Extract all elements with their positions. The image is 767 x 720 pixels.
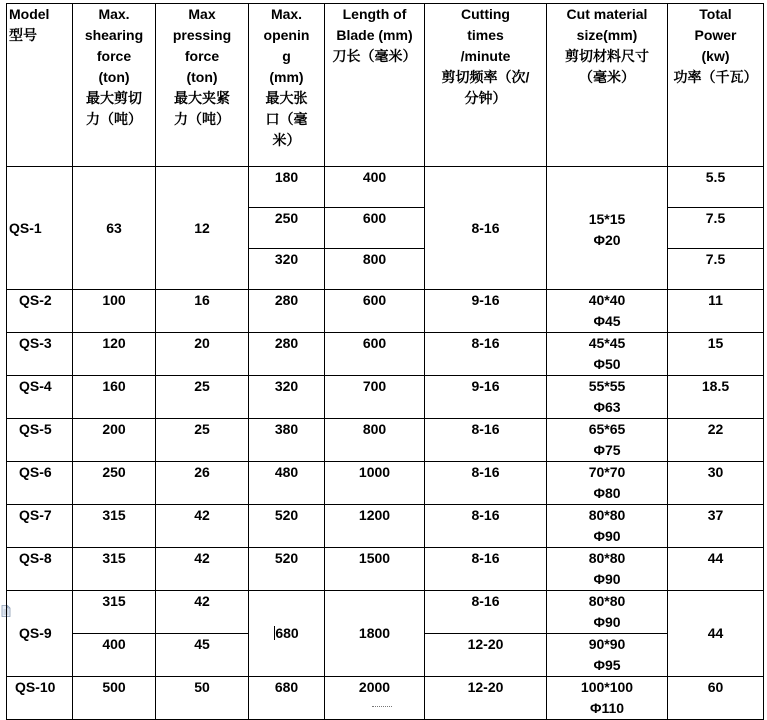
blade-length-cell: 1800 <box>325 591 425 677</box>
header-shearing-force <box>73 4 156 167</box>
size-square: 80*80 <box>588 507 626 523</box>
pressing-force-cell: 16 <box>156 290 249 333</box>
power-cell: 44 <box>668 591 764 677</box>
header-line: 功率（千瓦） <box>673 69 758 85</box>
opening-cell: 380 <box>249 419 325 462</box>
header-line: 剪切频率（次/ <box>441 69 530 85</box>
opening-cell: 250 <box>249 208 325 249</box>
size-round: Φ90 <box>593 571 621 587</box>
blade-length-cell: 1500 <box>325 548 425 591</box>
opening-cell: 680 <box>249 677 325 720</box>
header-line: 分钟） <box>464 90 507 106</box>
size-square: 90*90 <box>588 636 626 652</box>
cutting-times-cell: 8-16 <box>425 591 547 634</box>
header-line: Max. <box>270 6 303 22</box>
header-line: Max. <box>98 6 130 22</box>
header-line: 米） <box>272 132 301 148</box>
cut-size-cell <box>547 677 668 720</box>
header-line: Cutting <box>461 6 510 22</box>
power-cell: 44 <box>668 548 764 591</box>
header-line: 剪切材料尺寸 <box>565 48 649 64</box>
cut-size-cell <box>547 548 668 591</box>
blade-length-cell: 1200 <box>325 505 425 548</box>
power-cell: 22 <box>668 419 764 462</box>
model-cell: QS-3 <box>7 333 73 376</box>
table-row <box>7 548 764 591</box>
cut-size-cell <box>547 505 668 548</box>
header-line: (ton) <box>98 69 130 85</box>
model-cell: QS-2 <box>7 290 73 333</box>
size-round: Φ50 <box>593 356 621 372</box>
header-line: （毫米） <box>579 69 635 85</box>
opening-cell: 320 <box>249 376 325 419</box>
size-round: Φ95 <box>593 657 621 673</box>
cutting-times-cell: 9-16 <box>425 376 547 419</box>
pressing-force-cell: 42 <box>156 548 249 591</box>
table-row <box>7 462 764 505</box>
header-line: (ton) <box>186 69 218 85</box>
header-max-opening <box>249 4 325 167</box>
header-line: /minute <box>460 48 511 64</box>
header-pressing-force <box>156 4 249 167</box>
cutting-times-cell: 8-16 <box>425 167 547 290</box>
cut-size-cell <box>547 419 668 462</box>
header-cutting-times <box>425 4 547 167</box>
blade-length-cell: 600 <box>325 333 425 376</box>
pressing-force-cell: 42 <box>156 591 249 634</box>
header-line: shearing <box>84 27 144 43</box>
pressing-force-cell: 26 <box>156 462 249 505</box>
header-line: Total <box>699 6 732 22</box>
model-cell: QS-8 <box>7 548 73 591</box>
size-square: 80*80 <box>588 593 626 609</box>
header-line: Max <box>188 6 216 22</box>
header-line: 口（毫 <box>265 111 308 127</box>
size-square: 70*70 <box>588 464 626 480</box>
header-line: 刀长（毫米） <box>332 48 417 64</box>
header-line: size(mm) <box>576 27 638 43</box>
blade-length-cell: 700 <box>325 376 425 419</box>
shearing-force-cell: 315 <box>73 548 156 591</box>
cutting-times-cell: 8-16 <box>425 548 547 591</box>
table-row <box>7 591 764 634</box>
cut-size-cell <box>547 462 668 505</box>
header-line: force <box>96 48 132 64</box>
header-line: Model <box>9 6 50 22</box>
size-square: 80*80 <box>588 550 626 566</box>
size-round: Φ45 <box>593 313 621 329</box>
header-line: Blade (mm) <box>336 27 413 43</box>
blade-length-cell: 800 <box>325 249 425 290</box>
cut-size-cell <box>547 167 668 290</box>
shearing-force-cell: 315 <box>73 591 156 634</box>
header-line: (mm) <box>269 69 304 85</box>
power-cell: 5.5 <box>668 167 764 208</box>
power-cell: 11 <box>668 290 764 333</box>
size-round: Φ90 <box>593 528 621 544</box>
header-line: g <box>282 48 291 64</box>
header-line: 力（吨） <box>86 111 142 127</box>
header-line: times <box>467 27 504 43</box>
header-model <box>7 4 73 167</box>
header-line: 最大夹紧 <box>174 90 230 106</box>
shearing-force-cell: 315 <box>73 505 156 548</box>
power-cell: 30 <box>668 462 764 505</box>
blade-length-cell: 600 <box>325 290 425 333</box>
shearing-force-cell: 120 <box>73 333 156 376</box>
size-round: Φ90 <box>593 614 621 630</box>
pressing-force-cell: 42 <box>156 505 249 548</box>
header-row <box>7 4 764 167</box>
cutting-times-cell: 8-16 <box>425 419 547 462</box>
cutting-times-cell: 8-16 <box>425 505 547 548</box>
size-round: Φ75 <box>593 442 621 458</box>
blade-length-cell: 1000 <box>325 462 425 505</box>
blade-length-cell: 2000 <box>325 677 425 720</box>
power-cell: 18.5 <box>668 376 764 419</box>
model-cell: QS-9 <box>7 591 73 677</box>
table-row <box>7 290 764 333</box>
cut-size-cell <box>547 290 668 333</box>
header-line: openin <box>263 27 310 43</box>
shearing-force-cell: 250 <box>73 462 156 505</box>
header-line: force <box>184 48 220 64</box>
cut-size-cell <box>547 333 668 376</box>
shearing-force-cell: 100 <box>73 290 156 333</box>
pressing-force-cell: 12 <box>156 167 249 290</box>
pressing-force-cell: 25 <box>156 419 249 462</box>
model-cell: QS-1 <box>7 167 73 290</box>
header-cut-material-size <box>547 4 668 167</box>
opening-cell: 520 <box>249 548 325 591</box>
opening-cell: 680 <box>249 591 325 677</box>
size-square: 45*45 <box>588 335 626 351</box>
table-row <box>7 419 764 462</box>
shearing-force-cell: 160 <box>73 376 156 419</box>
cutting-times-cell: 12-20 <box>425 634 547 677</box>
size-square: 55*55 <box>588 378 626 394</box>
header-line: pressing <box>172 27 232 43</box>
cut-size-cell <box>547 376 668 419</box>
cutting-times-cell: 8-16 <box>425 333 547 376</box>
specification-table <box>6 3 764 720</box>
shearing-force-cell: 500 <box>73 677 156 720</box>
cutting-times-cell: 12-20 <box>425 677 547 720</box>
pressing-force-cell: 20 <box>156 333 249 376</box>
pressing-force-cell: 45 <box>156 634 249 677</box>
opening-cell: 520 <box>249 505 325 548</box>
header-line: 型号 <box>9 27 37 43</box>
opening-cell: 320 <box>249 249 325 290</box>
size-round: Φ110 <box>589 700 625 716</box>
shearing-force-cell: 63 <box>73 167 156 290</box>
model-cell: QS-10 <box>7 677 73 720</box>
header-line: Power <box>694 27 737 43</box>
cut-size-cell <box>547 634 668 677</box>
header-total-power <box>668 4 764 167</box>
opening-cell: 280 <box>249 290 325 333</box>
header-line: Length of <box>342 6 407 22</box>
pressing-force-cell: 50 <box>156 677 249 720</box>
shearing-force-cell: 400 <box>73 634 156 677</box>
header-blade-length <box>325 4 425 167</box>
power-cell: 15 <box>668 333 764 376</box>
cutting-times-cell: 9-16 <box>425 290 547 333</box>
header-line: Cut material <box>566 6 648 22</box>
power-cell: 7.5 <box>668 208 764 249</box>
model-cell: QS-6 <box>7 462 73 505</box>
model-cell: QS-7 <box>7 505 73 548</box>
size-square: 65*65 <box>588 421 626 437</box>
model-cell: QS-5 <box>7 419 73 462</box>
header-line: 最大剪切 <box>86 90 142 106</box>
table-row <box>7 505 764 548</box>
blade-length-cell: 800 <box>325 419 425 462</box>
table-row <box>7 376 764 419</box>
size-square: 15*15 <box>588 211 626 227</box>
header-line: (kw) <box>701 48 730 64</box>
header-line: 力（吨） <box>174 111 230 127</box>
model-cell: QS-4 <box>7 376 73 419</box>
size-square: 100*100 <box>580 679 634 695</box>
pressing-force-cell: 25 <box>156 376 249 419</box>
size-round: Φ80 <box>593 485 621 501</box>
blade-length-cell: 400 <box>325 167 425 208</box>
opening-cell: 280 <box>249 333 325 376</box>
shearing-force-cell: 200 <box>73 419 156 462</box>
power-cell: 7.5 <box>668 249 764 290</box>
cutting-times-cell: 8-16 <box>425 462 547 505</box>
opening-cell: 180 <box>249 167 325 208</box>
power-cell: 60 <box>668 677 764 720</box>
power-cell: 37 <box>668 505 764 548</box>
cut-size-cell <box>547 591 668 634</box>
table-row <box>7 333 764 376</box>
table-row <box>7 167 764 208</box>
size-round: Φ63 <box>593 399 621 415</box>
size-square: 40*40 <box>588 292 626 308</box>
size-round: Φ20 <box>593 232 621 248</box>
blade-length-cell: 600 <box>325 208 425 249</box>
table-row <box>7 677 764 720</box>
header-line: 最大张 <box>265 90 308 106</box>
opening-cell: 480 <box>249 462 325 505</box>
